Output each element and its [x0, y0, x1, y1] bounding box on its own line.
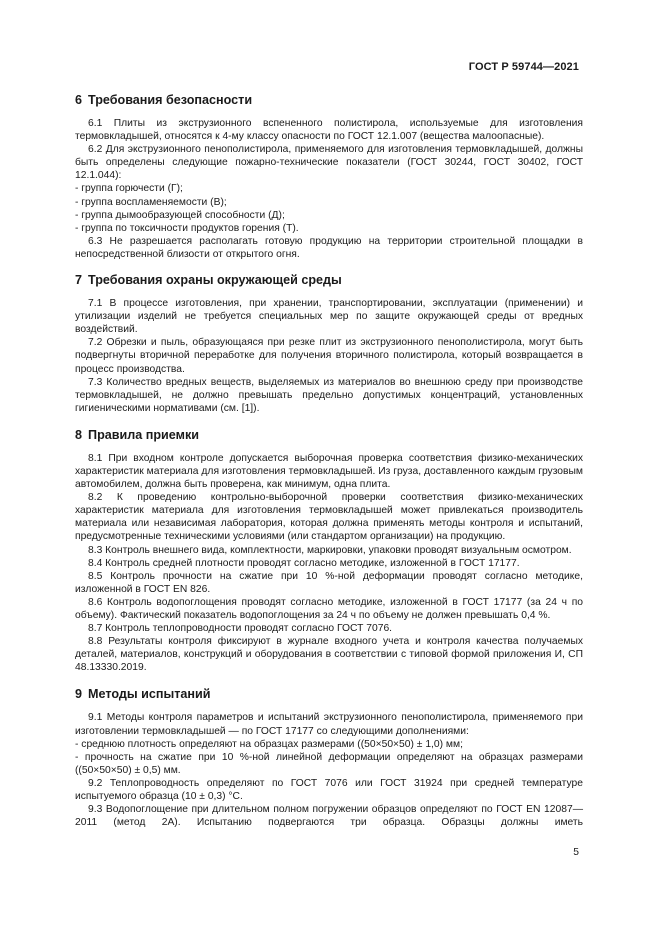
list-item: - группа воспламеняемости (В);: [75, 196, 583, 209]
list-item: - группа по токсичности продуктов горения (Т).: [75, 222, 583, 235]
list-item: - среднюю плотность определяют на образцах размерами ((50×50×50) ± 1,0) мм;: [75, 738, 583, 751]
section-number: 8: [75, 427, 83, 442]
paragraph: 9.2 Теплопроводность определяют по ГОСТ 7076 или ГОСТ 31924 при средней температуре испытуемого образца (10 ± 0,3) °С.: [75, 777, 583, 803]
paragraph: 6.2 Для экструзионного пенополистирола, применяемого для изготовления термовкладышей, должны быть определены следующие пожарно-технические показатели (ГОСТ 30244, ГОСТ 30402, ГОСТ 12.1.044):: [75, 144, 583, 182]
paragraph: 7.2 Обрезки и пыль, образующаяся при резке плит из экструзионного пенополистирола, могут быть подвергнуты вторичной переработке для получения вторичного полистирола, который возвращается в процесс производства.: [75, 337, 583, 375]
section-number: 6: [75, 93, 83, 107]
section-7: [75, 273, 583, 415]
paragraph: 8.6 Контроль водопоглощения проводят согласно методике, изложенной в ГОСТ 17177 (за 24 ч по объему). Фактический показатель водопоглощения за 24 ч по объему не должен превышать 0,4 %.: [75, 596, 583, 621]
page-number: 5: [573, 847, 579, 858]
section-6: [75, 93, 583, 261]
paragraph: 8.5 Контроль прочности на сжатие при 10 %-ной деформации проводят согласно методике, изложенной в ГОСТ EN 826.: [75, 570, 583, 595]
paragraph: 8.7 Контроль теплопроводности проводят согласно ГОСТ 7076.: [88, 623, 393, 635]
paragraph: 7.3 Количество вредных веществ, выделяемых из материалов во внешнюю среду при производстве термовкладышей, не должно превышать предельно допустимых концентраций, установленных гигиеническими нормативами (см. [1]).: [75, 376, 583, 414]
paragraph: 9.3 Водопоглощение при длительном полном погружении образцов определяют по ГОСТ EN 12087—2011 (метод 2А). Испытанию подвергаются три образца. Образцы должны иметь: [75, 804, 583, 829]
section-number: 7: [75, 273, 83, 288]
page-content: [75, 93, 583, 829]
section-title: Методы испытаний: [88, 687, 211, 702]
section-title: Требования безопасности: [88, 93, 253, 107]
paragraph: 9.1 Методы контроля параметров и испытаний экструзионного пенополистирола, применяемого при изготовлении термовкладышей — по ГОСТ 17177 со следующими дополнениями:: [75, 712, 583, 737]
section-8: [75, 428, 583, 675]
paragraph: 8.2 К проведению контрольно-выборочной проверки соответствия физико-механических характеристик материала для изготовления термовкладышей может привлекаться производитель материала или независимая лаборатория, которая должна применять методы контроля и испытаний, предусмотренные техническими условиями (или стандартом организации) на продукцию.: [75, 492, 583, 543]
paragraph: 8.4 Контроль средней плотности проводят согласно методике, изложенной в ГОСТ 17177.: [88, 557, 520, 569]
section-heading: [75, 273, 583, 288]
section-title: Требования охраны окружающей среды: [88, 273, 342, 288]
section-heading: [75, 687, 583, 702]
paragraph: 8.8 Результаты контроля фиксируют в журнале входного учета и контроля качества получаемых деталей, материалов, конструкций и оборудования в соответствии с типовой формой приложения И, СП 48.13330.2019.: [75, 636, 583, 674]
list-item: - группа дымообразующей способности (Д);: [75, 209, 583, 222]
paragraph: 6.1 Плиты из экструзионного вспененного полистирола, используемые для изготовления термовкладышей, относятся к 4-му классу опасности по ГОСТ 12.1.007 (вещества малоопасные).: [75, 118, 583, 143]
document-id: ГОСТ Р 59744—2021: [468, 61, 579, 73]
paragraph: 7.1 В процессе изготовления, при хранении, транспортировании, эксплуатации (применении) и утилизации изделий не требуется специальных мер по защите окружающей среды от вредных воздействий.: [75, 298, 583, 336]
section-title: Правила приемки: [88, 427, 199, 442]
list-item: - группа горючести (Г);: [75, 182, 583, 195]
section-9: [75, 687, 583, 829]
section-heading: [75, 428, 583, 443]
list-item: - прочность на сжатие при 10 %-ной линейной деформации определяют на образцах размерами ((50×50×50) ± 0,5) мм.: [75, 751, 583, 777]
section-heading: [75, 93, 583, 108]
section-number: 9: [75, 687, 83, 702]
paragraph: 8.1 При входном контроле допускается выборочная проверка соответствия физико-механических характеристик материала для изготовления термовкладышей. Из груза, доставленного каждым грузовым автомобилем, должна быть проверена, как минимум, одна плита.: [75, 452, 583, 491]
paragraph: 8.3 Контроль внешнего вида, комплектности, маркировки, упаковки проводят визуальным осмотром.: [88, 544, 572, 556]
paragraph: 6.3 Не разрешается располагать готовую продукцию на территории строительной площадки в непосредственной близости от открытого огня.: [75, 235, 583, 260]
